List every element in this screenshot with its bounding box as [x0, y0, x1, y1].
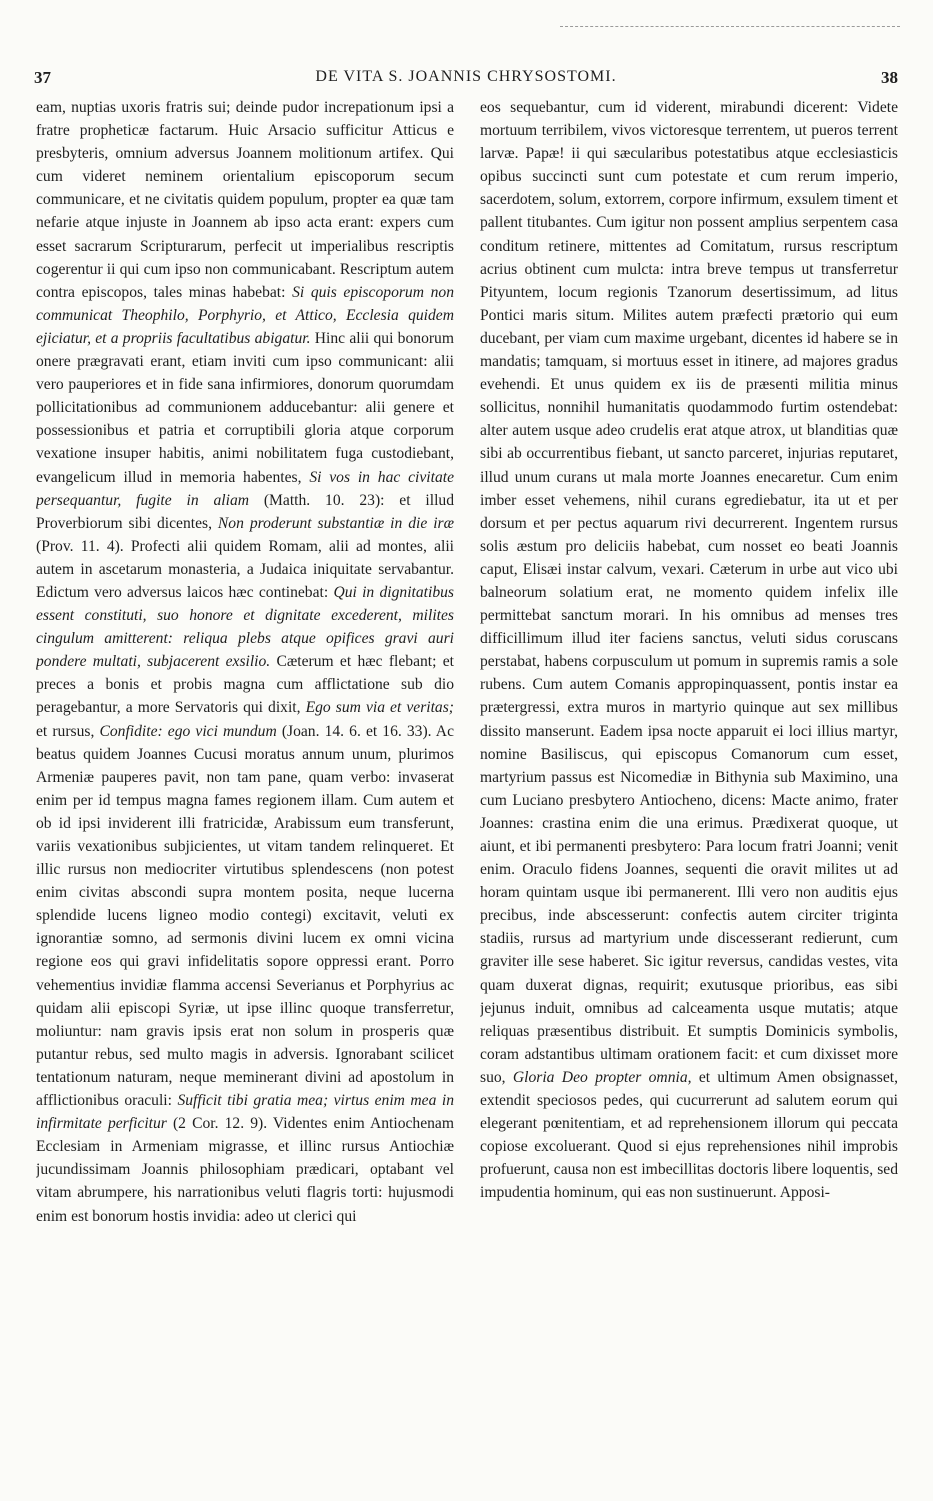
italic-segment: Ego sum via et veritas; — [305, 699, 454, 717]
text-column-right — [480, 96, 898, 1496]
text-segment: Hinc alii qui bonorum onere prægravati erant, etiam inviti cum ipso communicant: alii vero pauperiores et in fide sana infirmiores, donorum quorumdam pollicitationibus ad communionem adducebantur: alii genere et possessionibus et patria et corruptibili gloria atque corporum vexatione insuper habitis, animi nobilitatem fuga custodiebant, evangelicum illud in memoria habentes, — [36, 329, 454, 486]
page-header — [34, 62, 898, 92]
italic-segment: Qui in dignitatibus essent constituti, suo honore et dignitate excederent, milites cingulum amitterent: reliqua plebs atque opifices gravi auri pondere multati, subjacerent exsilio. — [36, 583, 454, 671]
text-segment: eos sequebantur, cum id viderent, mirabundi dicerent: Videte mortuum terribilem, vivos victoresque terrentem, ut pueros terrent larvæ. Papæ! ii qui sæcularibus potestatibus atque ecclesiasticis opibus succincti sunt cum potestate et cum rerum imperio, sacerdotem, solum, extorrem, corpore infirmum, exsulem timent et pallent titubantes. Cum igitur non possent amplius serpentem casa conditum retinere, mittentes ad Comitatum, rursus rescriptum acrius obtinent cum mulcta: intra breve tempus ut transferretur Pityuntem, locum regionis Tzanorum desertissimum, ad litus Pontici maris situm. Milites autem præfecti prætorio qui eum ducebant, per viam cum maxime urgebant, dicentes id habere se in mandatis; tamquam, si mortuus esset in itinere, ad majores gradus evehendi. Et unus quidem ex iis de præsenti militia minus sollicitus, nonnihil humanitatis quodammodo furtim ostendebat: alter autem usque adeo crudelis erat atque atrox, ut blanditias quæ sibi ab occurrentibus fiebant, ut sancto parceret, injurias reputaret, illud unum curans ut mala morte Joannes enecaretur. Cum enim imber esset vehemens, nihil curans egrediebatur, ita ut et per dorsum et per pectus aquarum rivi decurrerent. Ingentem rursus solis æstum pro deliciis habebat, cum nosset eo beati Joannis caput, Elisæi instar calvum, vexari. Cæterum in urbe aut vico ubi balneorum solatium erat, ne momento quidem infelix ille permittebat sanctum morari. In his omnibus ad menses tres difficillimum illud iter faciens sanctus, veluti sidus coruscans perstabat, habens corpusculum ut pomum in supremis ramis a sole rubens. Cum autem Comanis appropinquassent, pontis instar ea prætergressi, extra muros in martyrio quinque aut sex millibus dissito manserunt. Eadem ipsa nocte apparuit ei loci illius martyr, nomine Basiliscus, qui episcopus Comanorum cum esset, martyrium passus est Nicomediæ in Bithynia sub Maximino, una cum Luciano presbytero Antiocheno, dicens: Macte animo, frater Joannes: crastina enim die una erimus. Prædixerat quoque, ut aiunt, et ibi permanenti presbytero: Para locum fratri Joanni; venit enim. Oraculo fidens Joannes, sequenti die oravit milites ut ad horam quintam usque ibi permanerent. Illi vero non auditis ejus precibus, inde abscesserunt: confectis autem circiter triginta stadiis, rursus ad martyrium unde discesserant redierunt, cum graviter ille sese haberet. Sic igitur reversus, candidas vestes, vita quam duxerat dignas, requirit; exutusque prioribus, eas sibi jejunus induit, omnibus ad calceamenta usque mutatis; atque reliquas præsentibus distribuit. Et sumptis Dominicis symbolis, coram adstantibus ultimam orationem facit: et cum dixisset more suo, — [480, 99, 898, 1086]
paragraph-right — [480, 96, 898, 1205]
italic-segment: Si quis episcoporum non communicat Theophilo, Porphyrio, et Attico, Ecclesia quidem ejiciatur, et a propriis facultatibus abigatur. — [36, 283, 454, 347]
page-number-right: 38 — [881, 68, 898, 87]
italic-segment: Gloria Deo propter omnia, — [512, 1068, 692, 1086]
text-segment: (Prov. 11. 4). Profecti alii quidem Romam, alii ad montes, alii autem in ascetarum monasteria, a Judaica iniquitate servabantur. Edictum vero adversus laicos hæc continebat: — [36, 537, 454, 601]
page-number-left: 37 — [34, 68, 51, 87]
text-column-left — [36, 96, 454, 1496]
italic-segment: Sufficit tibi gratia mea; virtus enim mea in infirmitate perficitur — [36, 1092, 454, 1133]
text-segment: eam, nuptias uxoris fratris sui; deinde pudor increpationum ipsi a fratre propheticæ factarum. Huic Arsacio sufficitur Atticus e presbyteris, omnium adversus Joannem molitionum artifex. Qui cum videret neminem orientalium episcoporum secum communicare, et ne civitatis quidem populum, propter ea quæ tam nefarie atque injuste in Joannem ab ipso acta erant: expers cum esset sacrarum Scripturarum, perfecit ut imperialibus rescriptis cogerentur ii qui cum ipso non communicabant. Rescriptum autem contra episcopos, tales minas habebat: — [36, 99, 454, 301]
italic-segment: Confidite: ego vici mundum — [99, 722, 277, 740]
text-segment: (Joan. 14. 6. et 16. 33). Ac beatus quidem Joannes Cucusi moratus annum unum, plurimos Armeniæ pauperes pavit, non tam pane, quam verbo: invaserat enim per id tempus magna fames regionem illam. Cum autem et ob id ipsi inviderent illi fratricidæ, Arabissum eum transferunt, variis vexationibus subjicientes, ut vitam tandem relinqueret. Et illic rursus non mediocriter virtutibus splendescens (non potest enim civitas abscondi supra montem posita, neque lucerna splendide lucens ligneo modio contegi) excitavit, veluti ex ignorantiæ somno, ad sermonis divini lucem ex omni vicina regione eos qui gravi infidelitatis sopore oppressi erant. Porro vehementius invidiæ flamma accensi Severianus et Porphyrius ac quidam alii episcopi Syriæ, ut ipse illinc quoque transferretur, moliuntur: nam gravis ipsis erat non solum in prosperis quæ putantur rebus, sed multo magis in adversis. Ignorabant scilicet tentationum naturam, neque meminerant divini ad apostolum in afflictionibus oraculi: — [36, 722, 454, 1110]
paragraph-left — [36, 96, 454, 1228]
running-title: DE VITA S. JOANNIS CHRYSOSTOMI. — [315, 68, 617, 85]
text-segment: (Matth. 10. 23): et illud Proverbiorum sibi dicentes, — [36, 491, 454, 532]
scan-edge-mark — [560, 26, 900, 27]
italic-segment: Si vos in hac civitate persequantur, fugite in aliam — [36, 468, 454, 509]
text-segment: Cæterum et hæc flebant; et preces a bonis et probis magna cum afflictatione sub dio peragebantur, a more Servatoris qui dixit, — [36, 653, 454, 717]
text-segment: (2 Cor. 12. 9). Videntes enim Antiochenam Ecclesiam in Armeniam migrasse, et illinc rursus Antiochiæ jucundissimam Joannis philosophiam prædicari, optabant vel vitam abrumpere, his narrationibus veluti flagris torti: hujusmodi enim est bonorum hostis invidia: adeo ut clerici qui — [36, 1115, 454, 1225]
text-segment: et ultimum Amen obsignasset, extendit speciosos pedes, qui cucurrerunt ad salutem eorum qui elegerant pœnitentiam, et ad reprehensionem illorum qui peccata copiose excoluerant. Quod si ejus reprehensiones nihil improbis profuerunt, causa non est imbecillitas doctoris libere loquentis, sed impudentia hominum, qui eas non sustinuerunt. Apposi- — [480, 1068, 898, 1202]
text-segment: et rursus, — [36, 722, 100, 740]
italic-segment: Non proderunt substantiæ in die iræ — [217, 514, 454, 532]
